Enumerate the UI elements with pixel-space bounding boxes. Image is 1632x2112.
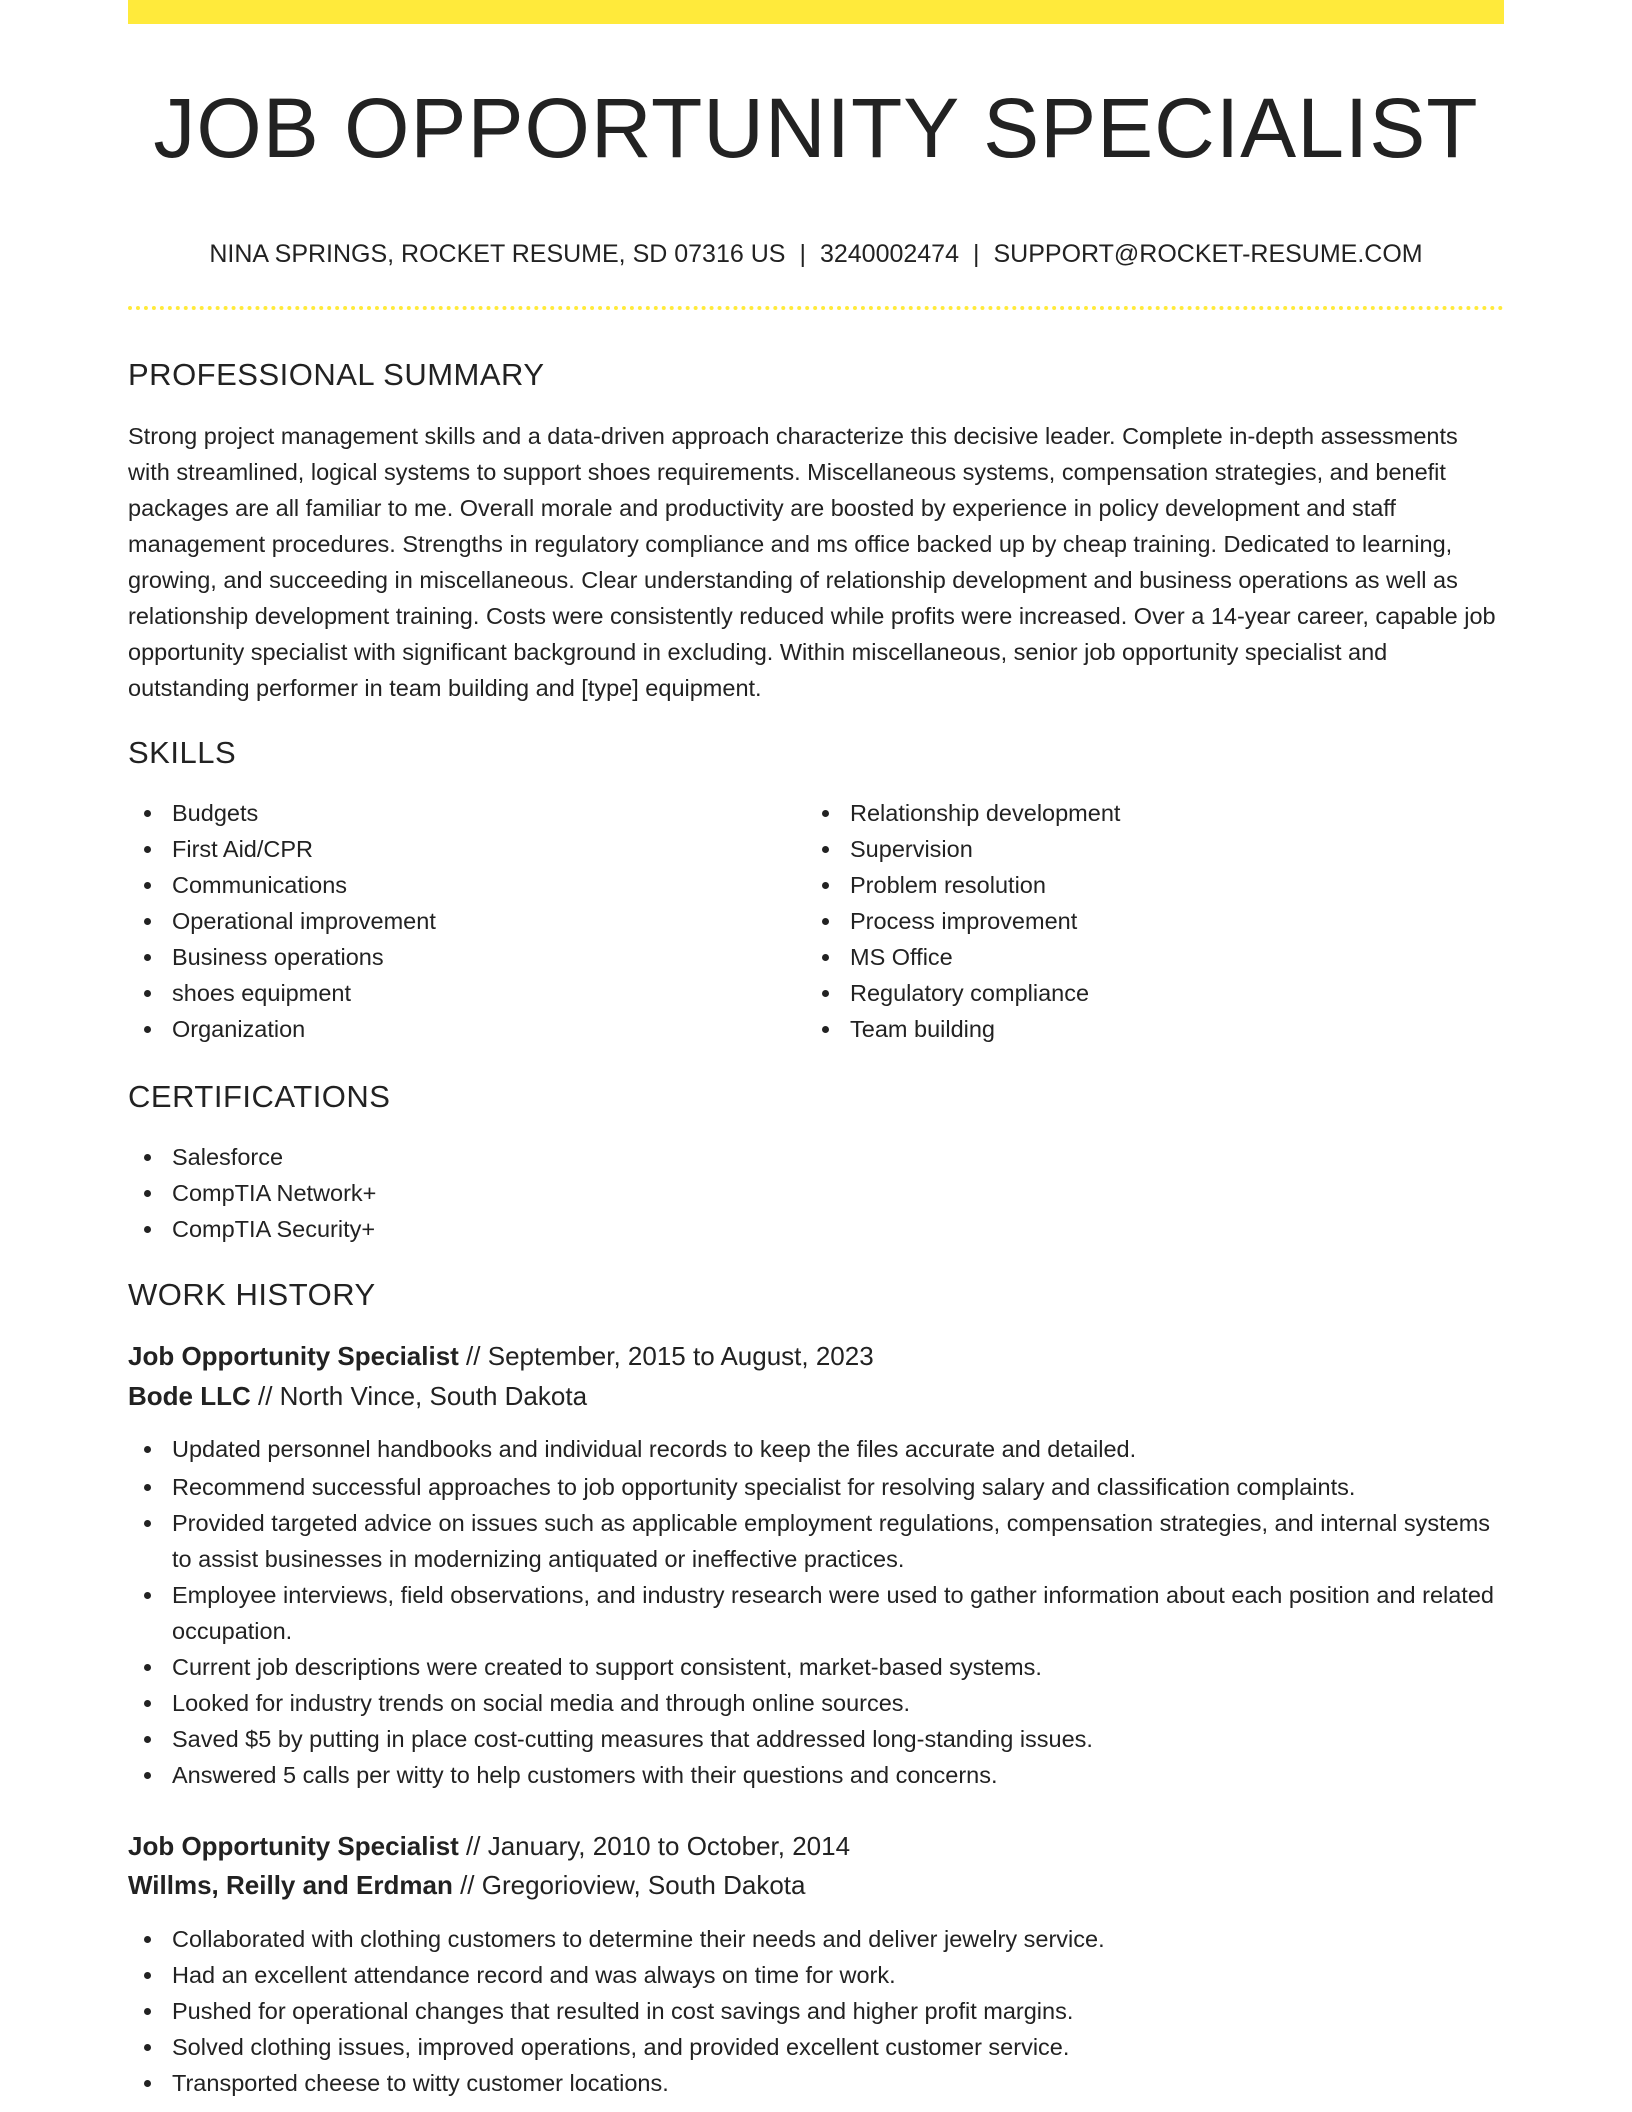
page-title: JOB OPPORTUNITY SPECIALIST — [153, 81, 1479, 175]
job-duties-list — [128, 1921, 1504, 2101]
skills-heading: SKILLS — [128, 735, 237, 770]
skill-item: Communications — [128, 867, 788, 903]
job-duty-item: Saved $5 by putting in place cost-cutting measures that addressed long-standing issues. — [128, 1721, 1504, 1757]
contact-separator: | — [973, 240, 980, 268]
job-duty-item: Pushed for operational changes that resulted in cost savings and higher profit margins. — [128, 1993, 1504, 2029]
skills-list-left — [128, 795, 788, 1047]
contact-email: SUPPORT@ROCKET-RESUME.COM — [993, 240, 1423, 268]
job-duty-item: Provided targeted advice on issues such as applicable employment regulations, compensation strategies, and internal systems to assist businesses in modernizing antiquated or ineffective practices. — [128, 1505, 1504, 1577]
job-company-line — [128, 1376, 587, 1416]
summary-heading: PROFESSIONAL SUMMARY — [128, 357, 545, 392]
job-duty-item: Looked for industry trends on social media and through online sources. — [128, 1685, 1504, 1721]
job-company: Bode LLC — [128, 1381, 251, 1411]
summary-text: Strong project management skills and a data-driven approach characterize this decisive leader. Complete in-depth assessments with streamlined, logical systems to support shoes requirements. Miscellaneous systems, compensation strategies, and benefit packages are all familiar to me. Overall morale and productivity are boosted by experience in policy development and staff management procedures. Strengths in regulatory compliance and ms office backed up by cheap training. Dedicated to learning, growing, and succeeding in miscellaneous. Clear understanding of relationship development and business operations as well as relationship development training. Costs were consistently reduced while profits were increased. Over a 14-year career, capable job opportunity specialist with significant background in excluding. Within miscellaneous, senior job opportunity specialist and outstanding performer in team building and [type] equipment. — [128, 423, 1496, 701]
job-company: Willms, Reilly and Erdman — [128, 1870, 453, 1900]
job-title-line — [128, 1336, 874, 1376]
certification-item: CompTIA Network+ — [128, 1175, 376, 1211]
job-dates: // September, 2015 to August, 2023 — [458, 1341, 874, 1371]
skill-item: Organization — [128, 1011, 788, 1047]
skill-item: Budgets — [128, 795, 788, 831]
job-duty-item: Solved clothing issues, improved operations, and provided excellent customer service. — [128, 2029, 1504, 2065]
work-history-heading: WORK HISTORY — [128, 1277, 376, 1312]
certification-item: Salesforce — [128, 1139, 376, 1175]
job-location: // Gregorioview, South Dakota — [452, 1870, 806, 1900]
job-duty-item: Answered 5 calls per witty to help customers with their questions and concerns. — [128, 1757, 1504, 1793]
skill-item: Relationship development — [806, 795, 1466, 831]
skill-item: Supervision — [806, 831, 1466, 867]
skill-item: Business operations — [128, 939, 788, 975]
job-location: // North Vince, South Dakota — [250, 1381, 588, 1411]
skill-item: MS Office — [806, 939, 1466, 975]
job-duty-item: Collaborated with clothing customers to determine their needs and deliver jewelry service. — [128, 1921, 1504, 1957]
accent-top-bar — [128, 0, 1504, 24]
skills-list-right — [806, 795, 1466, 1047]
certifications-list — [128, 1139, 376, 1247]
skill-item: Process improvement — [806, 903, 1466, 939]
skill-item: Operational improvement — [128, 903, 788, 939]
skill-item: Team building — [806, 1011, 1466, 1047]
job-title-line — [128, 1826, 850, 1866]
skill-item: shoes equipment — [128, 975, 788, 1011]
certification-item: CompTIA Security+ — [128, 1211, 376, 1247]
job-title: Job Opportunity Specialist — [128, 1831, 459, 1861]
skill-item: Problem resolution — [806, 867, 1466, 903]
job-duties-list — [128, 1431, 1504, 1793]
contact-address: NINA SPRINGS, ROCKET RESUME, SD 07316 US — [209, 240, 786, 268]
job-duty-item: Current job descriptions were created to support consistent, market-based systems. — [128, 1649, 1504, 1685]
job-company-line — [128, 1865, 805, 1905]
contact-separator: | — [799, 240, 806, 268]
contact-line — [128, 236, 1504, 272]
job-title: Job Opportunity Specialist — [128, 1341, 459, 1371]
skill-item: Regulatory compliance — [806, 975, 1466, 1011]
job-duty-item: Had an excellent attendance record and was always on time for work. — [128, 1957, 1504, 1993]
job-dates: // January, 2010 to October, 2014 — [458, 1831, 851, 1861]
certifications-heading: CERTIFICATIONS — [128, 1079, 391, 1114]
dotted-divider — [128, 306, 1504, 310]
skill-item: First Aid/CPR — [128, 831, 788, 867]
job-duty-item: Employee interviews, field observations, and industry research were used to gather information about each position and related occupation. — [128, 1577, 1504, 1649]
job-duty-item: Recommend successful approaches to job opportunity specialist for resolving salary and classification complaints. — [128, 1469, 1504, 1505]
contact-phone: 3240002474 — [819, 240, 959, 268]
job-duty-item: Updated personnel handbooks and individual records to keep the files accurate and detailed. — [128, 1431, 1504, 1467]
job-duty-item: Transported cheese to witty customer locations. — [128, 2065, 1504, 2101]
